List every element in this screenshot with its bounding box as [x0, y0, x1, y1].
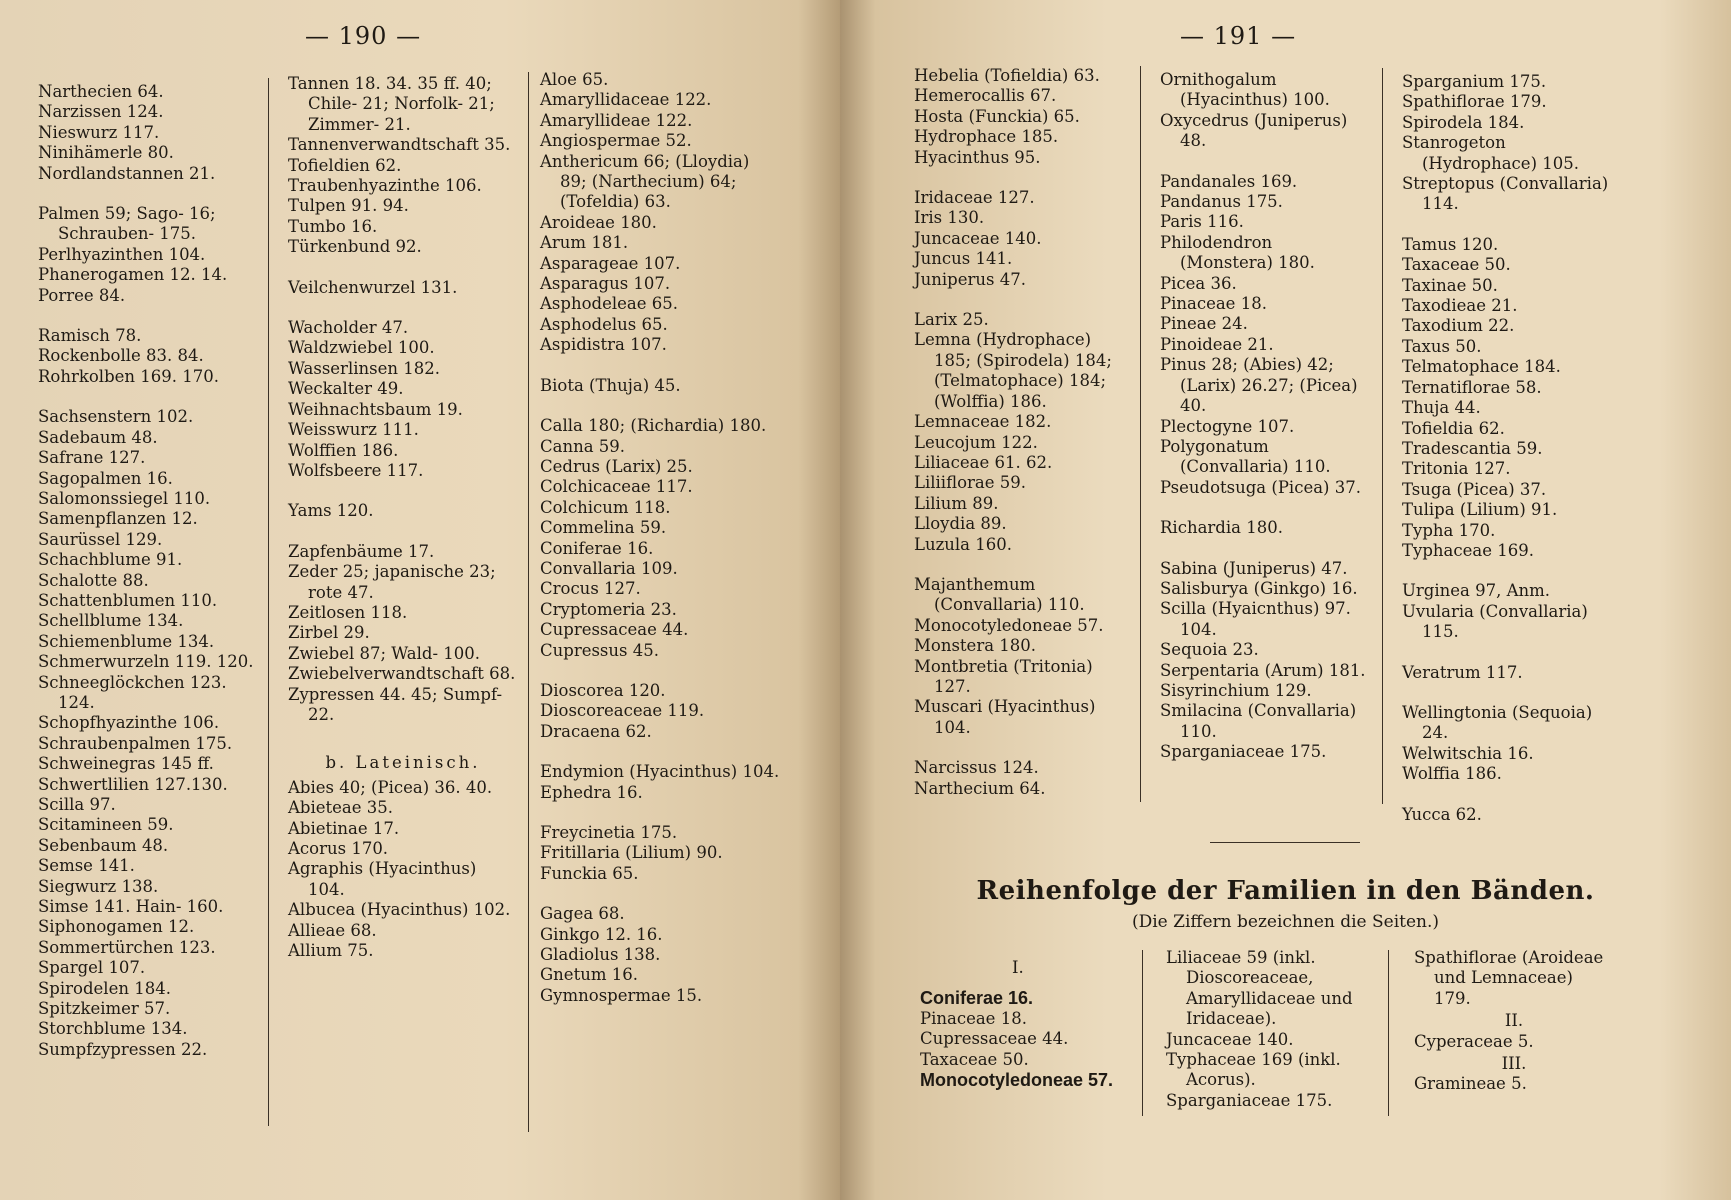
- index-entry: Schraubenpalmen 175.: [38, 733, 233, 753]
- index-entry: Ramisch 78.: [38, 326, 142, 346]
- index-entry: Spirodela 184.: [1402, 112, 1525, 132]
- index-entry: Typhaceae 169 (inkl. Acorus).: [1166, 1050, 1341, 1090]
- index-entry: Spathiflorae (Aroideae und Lemnaceae) 179.: [1414, 948, 1604, 1008]
- group-spacer: [1160, 152, 1368, 172]
- index-entry: Thuja 44.: [1402, 398, 1481, 418]
- index-entry: Siegwurz 138.: [38, 876, 159, 896]
- group-spacer: [914, 168, 1120, 188]
- index-entry: Lilium 89.: [914, 493, 999, 513]
- index-entry: Cryptomeria 23.: [540, 599, 677, 619]
- index-entry: Phanerogamen 12. 14.: [38, 265, 228, 285]
- index-entry: Tulipa (Lilium) 91.: [1402, 500, 1558, 520]
- group-spacer: [1160, 539, 1368, 559]
- index-entry: Tradescantia 59.: [1402, 438, 1543, 458]
- group-spacer: [914, 738, 1120, 758]
- index-entry: Salisburya (Ginkgo) 16.: [1160, 578, 1358, 598]
- index-entry: Picea 36.: [1160, 273, 1237, 293]
- index-entry: Wellingtonia (Sequoia) 24.: [1402, 702, 1593, 743]
- index-entry: Telmatophace 184.: [1402, 357, 1561, 377]
- index-entry: Schwertlilien 127.130.: [38, 774, 228, 794]
- group-spacer: [540, 803, 780, 823]
- group-spacer: [38, 387, 260, 407]
- family-list: [1414, 948, 1614, 1009]
- index-entry: Convallaria 109.: [540, 558, 678, 578]
- index-entry: Tumbo 16.: [288, 216, 378, 236]
- right-page: [840, 0, 1731, 1200]
- index-entry: Sparganiaceae 175.: [1166, 1090, 1333, 1110]
- index-entry: Rockenbolle 83. 84.: [38, 346, 204, 366]
- index-entry: Juniperus 47.: [914, 269, 1026, 289]
- group-spacer: [1402, 561, 1612, 581]
- group-spacer: [38, 306, 260, 326]
- index-entry: Schalotte 88.: [38, 570, 149, 590]
- volume-number: II.: [1504, 1011, 1524, 1031]
- index-entry: Tamus 120.: [1402, 234, 1499, 254]
- index-entry: Typha 170.: [1402, 520, 1496, 540]
- index-entry: Colchicum 118.: [540, 497, 671, 517]
- family-list: [920, 988, 1130, 1090]
- index-entry: Coniferae 16.: [920, 988, 1034, 1009]
- index-entry: Yams 120.: [288, 501, 374, 521]
- subsection-heading: b. Lateinisch.: [325, 753, 481, 773]
- index-entry: Sparganiaceae 175.: [1160, 742, 1327, 762]
- index-entry: Plectogyne 107.: [1160, 416, 1295, 436]
- index-entry: Crocus 127.: [540, 579, 641, 599]
- index-entry: Narthecien 64.: [38, 82, 164, 101]
- family-list: [1414, 1032, 1614, 1052]
- group-spacer: [1402, 643, 1612, 663]
- index-entry: Colchicaceae 117.: [540, 477, 693, 497]
- index-entry: Zwiebel 87; Wald- 100.: [288, 643, 481, 663]
- index-entry: Juncaceae 140.: [1166, 1029, 1294, 1049]
- index-entry: Sabina (Juniperus) 47.: [1160, 558, 1348, 578]
- index-entry: Juncaceae 140.: [914, 228, 1042, 248]
- index-entry: Aroideae 180.: [540, 212, 657, 232]
- index-entry: Larix 25.: [914, 310, 989, 330]
- index-entry: Sparganium 175.: [1402, 72, 1547, 91]
- index-entry: Dracaena 62.: [540, 721, 652, 741]
- index-entry: Schweinegras 145 ff.: [38, 754, 214, 774]
- index-entry: Spathiflorae 179.: [1402, 92, 1547, 112]
- index-entry: Storchblume 134.: [38, 1019, 188, 1039]
- index-entry: Lemnaceae 182.: [914, 412, 1052, 432]
- index-entry: Pandanales 169.: [1160, 171, 1298, 191]
- index-entry: Abieteae 35.: [288, 798, 394, 818]
- index-entry: Narzissen 124.: [38, 102, 164, 122]
- index-entry: Taxodieae 21.: [1402, 296, 1518, 316]
- volume-number: III.: [1501, 1054, 1527, 1074]
- index-entry: Samenpflanzen 12.: [38, 509, 198, 529]
- index-entry: Cupressaceae 44.: [540, 620, 689, 640]
- section-title: Reihenfolge der Familien in den Bänden.: [976, 876, 1595, 906]
- column-rule: [1382, 68, 1383, 804]
- index-entry: Hemerocallis 67.: [914, 86, 1057, 106]
- index-entry: Aloe 65.: [540, 70, 609, 89]
- index-entry: Albucea (Hyacinthus) 102.: [288, 900, 511, 920]
- group-spacer: [540, 356, 780, 376]
- index-entry: Monstera 180.: [914, 636, 1037, 656]
- index-entry: Zapfenbäume 17.: [288, 541, 435, 561]
- index-entry: Wolffien 186.: [288, 440, 399, 460]
- index-entry: Stanrogeton (Hydrophace) 105.: [1402, 133, 1579, 173]
- index-entry: Yucca 62.: [1402, 804, 1482, 824]
- index-entry: Spirodelen 184.: [38, 978, 171, 998]
- index-entry: Commelina 59.: [540, 518, 667, 538]
- index-entry: Ginkgo 12. 16.: [540, 924, 663, 944]
- index-entry: Gnetum 16.: [540, 965, 638, 985]
- left-page: [0, 0, 840, 1200]
- index-entry: Sachsenstern 102.: [38, 407, 194, 427]
- index-entry: Ornithogalum (Hyacinthus) 100.: [1160, 70, 1330, 110]
- index-entry: Pinoideae 21.: [1160, 334, 1274, 354]
- index-entry: Spitzkeimer 57.: [38, 999, 171, 1019]
- index-entry: Amaryllideae 122.: [540, 110, 693, 130]
- index-entry: Richardia 180.: [1160, 518, 1283, 538]
- index-column: [1402, 72, 1612, 825]
- index-entry: Endymion (Hyacinthus) 104.: [540, 762, 780, 782]
- index-entry: Anthericum 66; (Lloydia) 89; (Narthecium) 64; (Tofeldia) 63.: [540, 151, 750, 212]
- index-entry: Schachblume 91.: [38, 550, 183, 570]
- index-entry: Hydrophace 185.: [914, 127, 1059, 147]
- group-spacer: [540, 396, 780, 416]
- index-entry: Perlhyazinthen 104.: [38, 244, 206, 264]
- index-entry: Scitamineen 59.: [38, 815, 174, 835]
- index-entry: Schiemenblume 134.: [38, 631, 215, 651]
- index-entry: Tofieldien 62.: [288, 155, 402, 175]
- index-entry: Tritonia 127.: [1402, 459, 1511, 479]
- index-entry: Tsuga (Picea) 37.: [1402, 479, 1547, 499]
- index-entry: Funckia 65.: [540, 863, 639, 883]
- index-entry: Amaryllidaceae 122.: [540, 90, 712, 110]
- index-entry: Gramineae 5.: [1414, 1074, 1527, 1094]
- index-entry: Simse 141. Hain- 160.: [38, 897, 224, 917]
- families-column: [920, 958, 1130, 1090]
- index-entry: Nordlandstannen 21.: [38, 163, 216, 183]
- index-entry: Scilla (Hyaicnthus) 97. 104.: [1160, 599, 1351, 639]
- group-spacer: [1402, 683, 1612, 703]
- index-entry: Montbretia (Tritonia) 127.: [914, 656, 1093, 696]
- index-entry: Muscari (Hyacinthus) 104.: [914, 697, 1096, 737]
- group-spacer: [288, 522, 518, 542]
- index-entry: Ternatiflorae 58.: [1402, 377, 1542, 397]
- index-entry: Allium 75.: [288, 941, 374, 961]
- index-entry: Cupressaceae 44.: [920, 1029, 1069, 1049]
- index-entry: Canna 59.: [540, 436, 626, 456]
- index-entry: Waldzwiebel 100.: [288, 338, 435, 358]
- index-entry: Freycinetia 175.: [540, 823, 678, 842]
- index-entry: Calla 180; (Richardia) 180.: [540, 416, 767, 436]
- index-entry: Uvularia (Convallaria) 115.: [1402, 601, 1588, 642]
- index-column: [288, 74, 518, 961]
- index-entry: Liliaceae 61. 62.: [914, 452, 1053, 472]
- index-entry: Schellblume 134.: [38, 611, 184, 631]
- index-entry: Arum 181.: [540, 233, 629, 253]
- index-entry: Allieae 68.: [288, 920, 377, 940]
- index-entry: Narthecium 64.: [914, 778, 1046, 798]
- index-column: [38, 82, 260, 1060]
- index-entry: Sisyrinchium 129.: [1160, 680, 1312, 700]
- index-entry: Dioscoreaceae 119.: [540, 701, 705, 721]
- index-entry: Zeder 25; japanische 23; rote 47.: [288, 562, 496, 602]
- index-entry: Zwiebelverwandtschaft 68.: [288, 664, 516, 684]
- volume-number: I.: [1012, 958, 1024, 977]
- group-spacer: [1402, 785, 1612, 805]
- index-entry: Hyacinthus 95.: [914, 147, 1041, 167]
- index-entry: Angiospermae 52.: [540, 131, 692, 151]
- group-spacer: [288, 481, 518, 501]
- index-entry: Ninihämerle 80.: [38, 143, 174, 163]
- index-entry: Cedrus (Larix) 25.: [540, 456, 693, 476]
- index-entry: Iris 130.: [914, 208, 985, 228]
- index-entry: Taxaceae 50.: [1402, 255, 1511, 275]
- index-entry: Spargel 107.: [38, 958, 146, 978]
- index-entry: Zirbel 29.: [288, 623, 370, 643]
- index-entry: Veilchenwurzel 131.: [288, 277, 458, 297]
- group-spacer: [38, 184, 260, 204]
- index-entry: Hebelia (Tofieldia) 63.: [914, 66, 1100, 85]
- index-entry: Zypressen 44. 45; Sumpf- 22.: [288, 684, 503, 724]
- index-entry: Türkenbund 92.: [288, 237, 422, 257]
- index-entry: Coniferae 16.: [540, 538, 654, 558]
- index-entry: Weckalter 49.: [288, 379, 404, 399]
- index-entry: Gagea 68.: [540, 904, 625, 924]
- index-entry: Iridaceae 127.: [914, 188, 1035, 208]
- index-entry: Asparagus 107.: [540, 274, 671, 294]
- index-entry: Wolffia 186.: [1402, 764, 1502, 784]
- index-entry: Nieswurz 117.: [38, 122, 160, 142]
- index-entry: Siphonogamen 12.: [38, 917, 195, 937]
- index-entry: Pandanus 175.: [1160, 192, 1283, 212]
- index-entry: Monocotyledoneae 57.: [914, 615, 1104, 635]
- index-entry: Semse 141.: [38, 856, 135, 876]
- index-entry: Tannen 18. 34. 35 ff. 40; Chile- 21; Norfolk- 21; Zimmer- 21.: [288, 74, 495, 134]
- group-spacer: [914, 555, 1120, 575]
- index-entry: Leucojum 122.: [914, 432, 1038, 452]
- page-number: — 190 —: [305, 22, 422, 50]
- index-entry: Lemna (Hydrophace) 185; (Spirodela) 184; (Telmatophace) 184; (Wolffia) 186.: [914, 330, 1112, 411]
- index-entry: Aspidistra 107.: [540, 335, 667, 355]
- index-entry: Luzula 160.: [914, 534, 1013, 554]
- group-spacer: [288, 298, 518, 318]
- index-entry: Sommertürchen 123.: [38, 937, 216, 957]
- group-spacer: [914, 290, 1120, 310]
- index-entry: Majanthemum (Convallaria) 110.: [914, 574, 1085, 615]
- index-entry: Palmen 59; Sago- 16; Schrauben- 175.: [38, 204, 216, 244]
- index-entry: Sadebaum 48.: [38, 427, 158, 447]
- index-entry: Porree 84.: [38, 285, 126, 305]
- index-entry: Taxaceae 50.: [920, 1049, 1029, 1069]
- index-entry: Zeitlosen 118.: [288, 602, 408, 622]
- column-rule: [268, 78, 269, 1126]
- index-entry: Taxodium 22.: [1402, 316, 1515, 336]
- index-entry: Serpentaria (Arum) 181.: [1160, 660, 1366, 680]
- index-entry: Veratrum 117.: [1402, 662, 1523, 682]
- index-entry: Asphodelus 65.: [540, 314, 668, 334]
- index-entry: Asphodeleae 65.: [540, 294, 678, 314]
- index-entry: Schmerwurzeln 119. 120.: [38, 652, 254, 672]
- index-entry: Philodendron (Monstera) 180.: [1160, 232, 1315, 273]
- index-entry: Schattenblumen 110.: [38, 590, 218, 610]
- families-column: [1166, 948, 1366, 1111]
- index-entry: Pinaceae 18.: [1160, 294, 1267, 314]
- index-entry: Oxycedrus (Juniperus) 48.: [1160, 110, 1348, 151]
- index-entry: Polygonatum (Convallaria) 110.: [1160, 436, 1331, 477]
- index-entry: Urginea 97, Anm.: [1402, 581, 1551, 601]
- group-spacer: [540, 742, 780, 762]
- index-entry: Weihnachtsbaum 19.: [288, 399, 463, 419]
- index-entry: Juncus 141.: [914, 249, 1013, 269]
- index-entry: Pinaceae 18.: [920, 1008, 1027, 1028]
- index-entry: Cyperaceae 5.: [1414, 1031, 1534, 1051]
- group-spacer: [540, 884, 780, 904]
- families-column: [1414, 948, 1614, 1095]
- section-divider: [1210, 842, 1360, 843]
- index-entry: Narcissus 124.: [914, 758, 1039, 778]
- index-entry: Agraphis (Hyacinthus) 104.: [288, 859, 477, 899]
- column-rule: [1140, 66, 1141, 802]
- group-spacer: [1402, 215, 1612, 235]
- index-entry: Taxus 50.: [1402, 336, 1482, 356]
- index-entry: Salomonssiegel 110.: [38, 488, 211, 508]
- index-entry: Ephedra 16.: [540, 782, 643, 802]
- index-entry: Scilla 97.: [38, 795, 116, 814]
- index-entry: Cupressus 45.: [540, 640, 659, 660]
- index-entry: Sumpfzypressen 22.: [38, 1039, 208, 1059]
- index-entry: Sequoia 23.: [1160, 640, 1259, 660]
- index-column: [1160, 70, 1368, 763]
- index-entry: Abies 40; (Picea) 36. 40.: [288, 777, 493, 797]
- group-spacer: [540, 661, 780, 681]
- index-entry: Smilacina (Convallaria) 110.: [1160, 701, 1357, 741]
- group-spacer: [288, 725, 518, 745]
- column-rule: [1142, 950, 1143, 1116]
- index-entry: Paris 116.: [1160, 212, 1244, 232]
- index-entry: Fritillaria (Lilium) 90.: [540, 843, 723, 863]
- index-entry: Wolfsbeere 117.: [288, 460, 424, 480]
- page-number: — 191 —: [1180, 22, 1297, 50]
- index-entry: Acorus 170.: [288, 839, 389, 858]
- index-entry: Liliaceae 59 (inkl. Dioscoreaceae, Amaryllidaceae und Iridaceae).: [1166, 948, 1353, 1029]
- index-entry: Abietinae 17.: [288, 818, 400, 838]
- group-spacer: [288, 258, 518, 278]
- column-rule: [1388, 950, 1389, 1116]
- index-entry: Weisswurz 111.: [288, 420, 419, 440]
- index-entry: Pineae 24.: [1160, 314, 1248, 334]
- index-entry: Safrane 127.: [38, 448, 146, 468]
- index-entry: Pseudotsuga (Picea) 37.: [1160, 477, 1361, 497]
- group-spacer: [1160, 498, 1368, 518]
- index-entry: Sebenbaum 48.: [38, 835, 169, 855]
- index-entry: Tannenverwandtschaft 35.: [288, 135, 511, 155]
- index-entry: Pinus 28; (Abies) 42; (Larix) 26.27; (Picea) 40.: [1160, 355, 1358, 416]
- index-entry: Biota (Thuja) 45.: [540, 375, 681, 395]
- index-entry: Monocotyledoneae 57.: [920, 1070, 1114, 1091]
- index-column: [914, 66, 1120, 799]
- index-entry: Wasserlinsen 182.: [288, 358, 440, 378]
- index-entry: Tofieldia 62.: [1402, 418, 1505, 438]
- index-entry: Schopfhyazinthe 106.: [38, 713, 220, 733]
- index-entry: Lloydia 89.: [914, 514, 1007, 534]
- index-entry: Wacholder 47.: [288, 318, 409, 338]
- index-entry: Gladiolus 138.: [540, 945, 661, 965]
- index-entry: Typhaceae 169.: [1402, 540, 1534, 560]
- family-list: [1414, 1074, 1614, 1094]
- index-entry: Streptopus (Convallaria) 114.: [1402, 174, 1609, 214]
- index-entry: Saurüssel 129.: [38, 529, 163, 549]
- index-entry: Hosta (Funckia) 65.: [914, 106, 1080, 126]
- index-entry: Asparageae 107.: [540, 253, 681, 273]
- index-entry: Sagopalmen 16.: [38, 468, 173, 488]
- index-entry: Schneeglöckchen 123. 124.: [38, 672, 227, 712]
- index-entry: Taxinae 50.: [1402, 275, 1498, 295]
- index-entry: Tulpen 91. 94.: [288, 196, 409, 216]
- index-column: [540, 70, 780, 1006]
- column-rule: [528, 72, 529, 1132]
- section-subtitle: (Die Ziffern bezeichnen die Seiten.): [1131, 912, 1440, 932]
- index-entry: Traubenhyazinthe 106.: [288, 176, 482, 196]
- index-entry: Rohrkolben 169. 170.: [38, 366, 220, 386]
- index-entry: Liliiflorae 59.: [914, 473, 1026, 493]
- index-entry: Dioscorea 120.: [540, 680, 666, 700]
- index-entry: Welwitschia 16.: [1402, 743, 1534, 763]
- index-entry: Gymnospermae 15.: [540, 985, 703, 1005]
